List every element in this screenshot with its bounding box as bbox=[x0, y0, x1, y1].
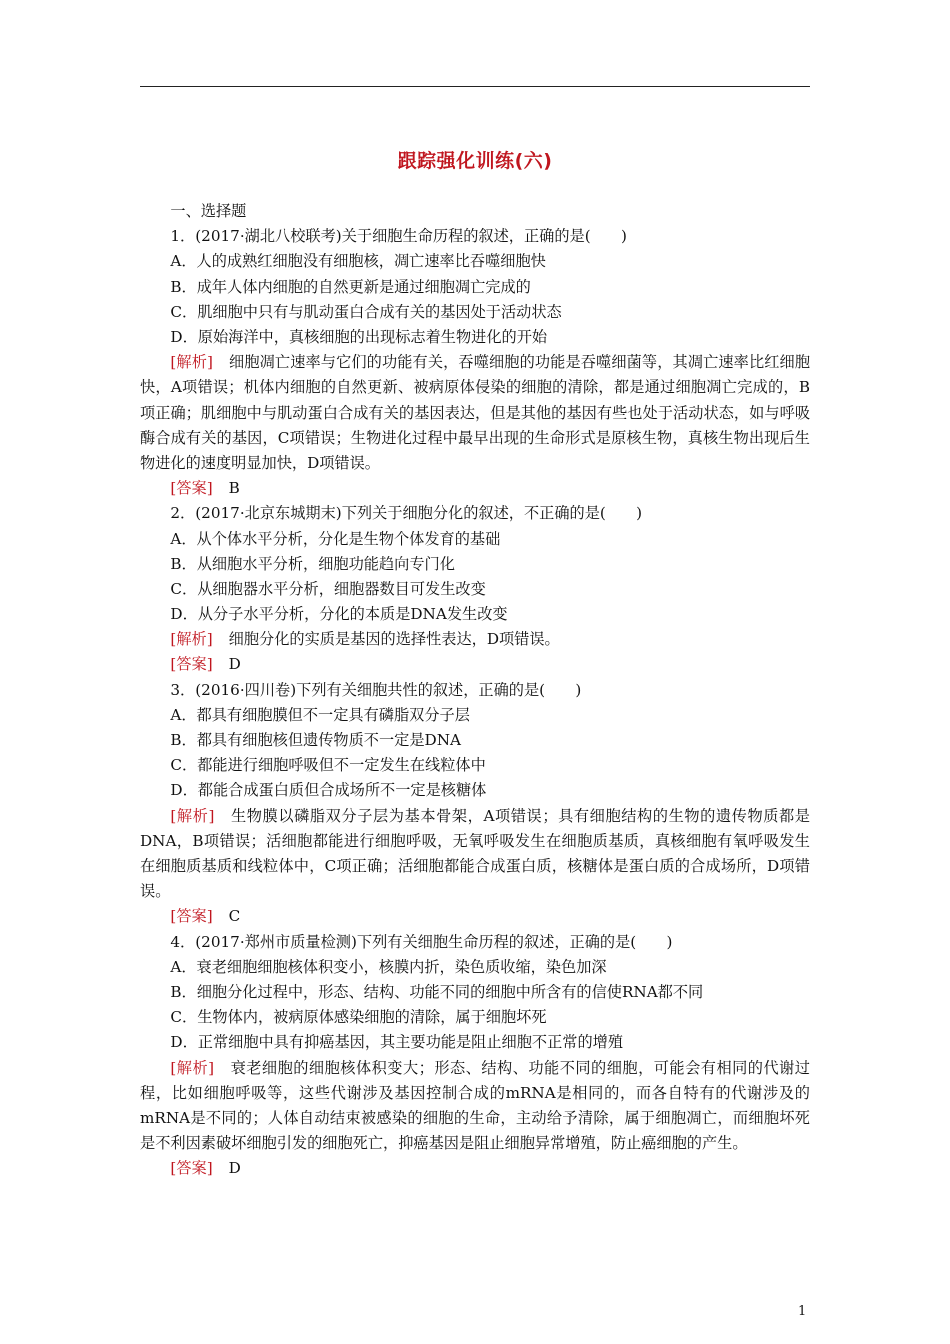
option-a: A．都具有细胞膜但不一定具有磷脂双分子层 bbox=[170, 705, 470, 724]
explanation-text: 衰老细胞的细胞核体积变大；形态、结构、功能不同的细胞，可能会有相同的代谢过程，比如细胞呼吸等，这些代谢涉及基因控制合成的mRNA是相同的，而各自特有的代谢涉及的mRNA是不同的；人体自动结束被感染的细胞的生命，主动给予清除，属于细胞凋亡，而细胞坏死是不利因素破坏细胞引发的细胞死亡，抑癌基因是阻止细胞异常增殖，防止癌细胞的产生。 bbox=[140, 1058, 810, 1153]
answer-value: D bbox=[228, 655, 241, 674]
page-number: 1 bbox=[798, 1304, 807, 1319]
answer bbox=[140, 1156, 810, 1181]
option-a: A．从个体水平分析，分化是生物个体发育的基础 bbox=[170, 529, 501, 548]
option-a: A．人的成熟红细胞没有细胞核，凋亡速率比吞噬细胞快 bbox=[170, 252, 546, 271]
explanation-tag: [解析] bbox=[170, 630, 213, 649]
answer-value: D bbox=[228, 1159, 241, 1178]
question-block bbox=[140, 678, 810, 930]
option-b: B．都具有细胞核但遗传物质不一定是DNA bbox=[170, 731, 461, 750]
option-c: C．肌细胞中只有与肌动蛋白合成有关的基因处于活动状态 bbox=[170, 302, 562, 321]
option-b: B．成年人体内细胞的自然更新是通过细胞凋亡完成的 bbox=[170, 277, 531, 296]
explanation-text: 生物膜以磷脂双分子层为基本骨架，A项错误；具有细胞结构的生物的遗传物质都是DNA，B项错误；活细胞都能进行细胞呼吸，无氧呼吸发生在细胞质基质，真核细胞有氧呼吸发生在细胞质基质和线粒体中，C项正确；活细胞都能合成蛋白质，核糖体是蛋白质的合成场所，D项错误。 bbox=[140, 806, 810, 901]
question-stem: 2．(2017·北京东城期末)下列关于细胞分化的叙述，不正确的是( ) bbox=[170, 504, 643, 523]
page-title: 跟踪强化训练(六) bbox=[397, 150, 553, 172]
option-b: B．细胞分化过程中，形态、结构、功能不同的细胞中所含有的信使RNA都不同 bbox=[170, 982, 704, 1001]
option-c: C．都能进行细胞呼吸但不一定发生在线粒体中 bbox=[170, 756, 486, 775]
explanation-tag: [解析] bbox=[170, 806, 215, 825]
option-c: C．生物体内，被病原体感染细胞的清除，属于细胞坏死 bbox=[170, 1008, 547, 1027]
answer-value: C bbox=[228, 907, 241, 926]
question-stem: 4．(2017·郑州市质量检测)下列有关细胞生命历程的叙述，正确的是( ) bbox=[170, 932, 673, 951]
question-block bbox=[140, 501, 810, 677]
explanation bbox=[140, 350, 810, 476]
option-d: D．从分子水平分析，分化的本质是DNA发生改变 bbox=[170, 605, 508, 624]
option-d: D．正常细胞中具有抑癌基因，其主要功能是阻止细胞不正常的增殖 bbox=[170, 1033, 624, 1052]
answer-tag: [答案] bbox=[170, 907, 213, 926]
section-heading: 一、选择题 bbox=[170, 202, 247, 220]
answer bbox=[140, 652, 810, 677]
option-c: C．从细胞器水平分析，细胞器数目可发生改变 bbox=[170, 579, 486, 598]
question-stem: 3．(2016·四川卷)下列有关细胞共性的叙述，正确的是( ) bbox=[170, 680, 582, 699]
answer-tag: [答案] bbox=[170, 479, 213, 498]
question-block bbox=[140, 930, 810, 1182]
option-b: B．从细胞水平分析，细胞功能趋向专门化 bbox=[170, 554, 455, 573]
answer-value: B bbox=[228, 479, 240, 498]
question-block bbox=[140, 224, 810, 501]
document-body bbox=[140, 199, 810, 1182]
explanation bbox=[140, 804, 810, 905]
answer-tag: [答案] bbox=[170, 1159, 213, 1178]
explanation-text: 细胞凋亡速率与它们的功能有关，吞噬细胞的功能是吞噬细菌等，其凋亡速率比红细胞快，A项错误；机体内细胞的自然更新、被病原体侵染的细胞的清除，都是通过细胞凋亡完成的，B项正确；肌细胞中与肌动蛋白合成有关的基因表达，但是其他的基因有些也处于活动状态，如与呼吸酶合成有关的基因，C项错误；生物进化过程中最早出现的生命形式是原核生物，真核生物出现后生物进化的速度明显加快，D项错误。 bbox=[140, 353, 811, 472]
option-d: D．都能合成蛋白质但合成场所不一定是核糖体 bbox=[170, 781, 487, 800]
explanation-tag: [解析] bbox=[170, 1058, 215, 1077]
question-stem: 1．(2017·湖北八校联考)关于细胞生命历程的叙述，正确的是( ) bbox=[170, 227, 627, 246]
explanation bbox=[140, 1056, 810, 1157]
header-rule bbox=[140, 86, 810, 87]
option-a: A．衰老细胞细胞核体积变小，核膜内折，染色质收缩，染色加深 bbox=[170, 957, 607, 976]
explanation-tag: [解析] bbox=[170, 353, 213, 372]
explanation-text: 细胞分化的实质是基因的选择性表达，D项错误。 bbox=[228, 630, 560, 649]
explanation bbox=[140, 627, 810, 652]
option-d: D．原始海洋中，真核细胞的出现标志着生物进化的开始 bbox=[170, 327, 548, 346]
answer bbox=[140, 904, 810, 929]
answer bbox=[140, 476, 810, 501]
answer-tag: [答案] bbox=[170, 655, 213, 674]
